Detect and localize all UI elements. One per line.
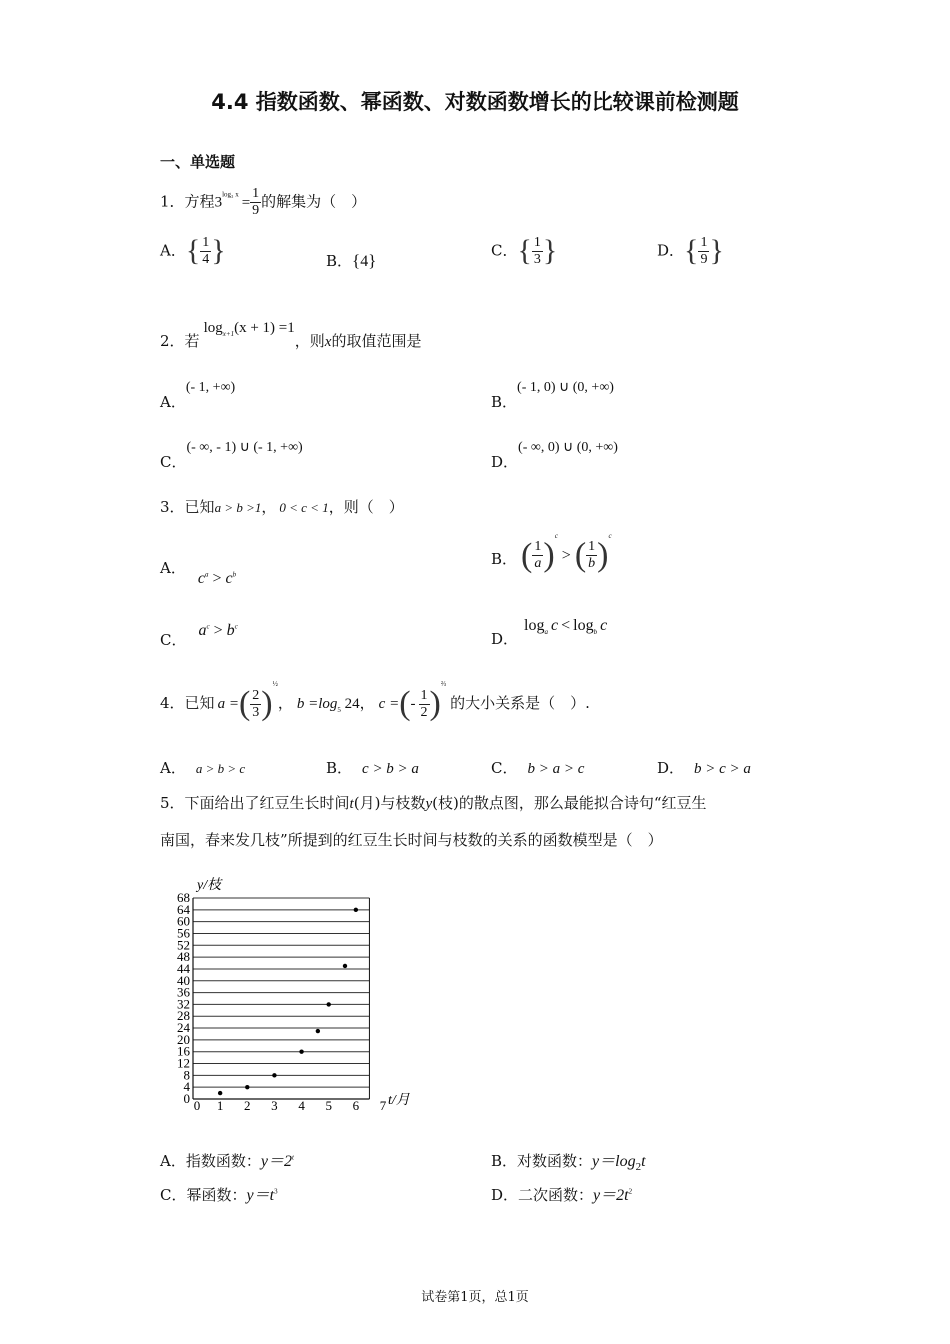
data-point xyxy=(272,1073,276,1077)
y-tick-label: 44 xyxy=(177,960,190,976)
y-tick-label: 12 xyxy=(177,1055,190,1071)
q1-equals: = xyxy=(241,194,251,211)
y-tick-label: 4 xyxy=(183,1079,190,1095)
q5-option-b: B．对数函数：$y=\log_2t$ xyxy=(491,1152,646,1174)
data-point xyxy=(327,1002,331,1006)
q2-number: 2． xyxy=(160,332,185,350)
x-tick-label: 1 xyxy=(216,1098,224,1113)
q1-option-a: A．{ $\frac{1}{4}$ } xyxy=(160,234,226,267)
q3-condition-1: a > b >1 xyxy=(214,500,262,515)
q3-option-b: B． ( $\frac{1}{a}$ )$^c$> ( $\frac{1}{b}$ )$^c$ xyxy=(491,532,612,574)
q2-option-d: D．(- ∞, 0) ∪ (0, +∞) xyxy=(491,440,618,471)
q5-option-d: D．二次函数：$y=2t^2$ xyxy=(491,1186,633,1204)
y-tick-label: 16 xyxy=(177,1043,190,1059)
y-tick-label: 68 xyxy=(177,890,190,905)
q3-option-a: A．$c^a > c^b$ xyxy=(160,559,237,587)
question-5-line-2: 南国，春来发几枝”所提到的红豆生长时间与枝数的关系的函数模型是（ ） xyxy=(160,831,663,849)
section-heading: 一、单选题 xyxy=(160,153,236,171)
q2-option-b: B．(- 1, 0) ∪ (0, +∞) xyxy=(491,380,614,411)
q5-option-c: C．幂函数：$y=t^3$ xyxy=(160,1186,278,1204)
option-label: A． xyxy=(160,241,186,260)
x-tick-label: 5 xyxy=(325,1098,332,1113)
option-label: D． xyxy=(657,241,685,260)
chart-points xyxy=(218,908,358,1096)
q4-option-d: D． b > c > a xyxy=(657,759,751,777)
question-5-line-1: 5．下面给出了红豆生长时间t(月)与枝数y(枝)的散点图，那么最能拟合诗句“红豆生 xyxy=(160,794,707,812)
q1-number: 1． xyxy=(160,192,185,211)
question-4: 4．已知 a =( $\frac{2}{3}$ )$^{\frac{1}{2}}$， $b =\log_5$ 24， c =(- $\frac{1}{2}$ )$^{\frac{2}{3}}$的大小关系是（ ）. xyxy=(160,680,590,722)
x-tick-label: 2 xyxy=(244,1098,251,1113)
y-tick-label: 48 xyxy=(177,949,190,965)
y-tick-label: 40 xyxy=(177,972,190,988)
data-point xyxy=(343,964,347,968)
page-title: 4.4 指数函数、幂函数、对数函数增长的比较课前检测题 xyxy=(211,90,739,114)
y-tick-label: 36 xyxy=(177,984,190,1000)
data-point xyxy=(354,908,358,912)
q2-text-b: ，则 xyxy=(294,332,325,350)
y-tick-label: 52 xyxy=(177,937,190,953)
q1-option-b: B．{4} xyxy=(326,251,377,270)
x-tick-label: 0 xyxy=(193,1098,201,1113)
y-tick-label: 24 xyxy=(177,1020,190,1036)
question-2 xyxy=(160,318,421,351)
y-tick-label: 28 xyxy=(177,1008,190,1024)
q2-text-a: 若 xyxy=(184,332,200,350)
q5-option-a: A．指数函数：$y=2^t$ xyxy=(160,1152,294,1170)
q1-fraction: $\frac{1}{9}$ xyxy=(252,186,260,218)
q3-option-c: C．$a^c > b^c$ xyxy=(160,622,238,649)
q1-base: 3 xyxy=(214,194,223,211)
data-point xyxy=(299,1050,303,1054)
x-tick-label: 7 xyxy=(379,1098,387,1113)
chart-grid xyxy=(193,898,369,1099)
q1-text-b: 的解集为（ ） xyxy=(261,192,367,211)
q1-option-c: C．{ $\frac{1}{3}$ } xyxy=(491,234,558,267)
data-point xyxy=(245,1085,249,1089)
q1-text-a: 方程 xyxy=(184,192,215,211)
y-tick-label: 0 xyxy=(183,1091,190,1106)
q2-var: x xyxy=(324,334,332,350)
x-tick-label: 4 xyxy=(298,1098,305,1113)
x-axis-label: t/月 xyxy=(388,1093,410,1108)
q3-option-d: D．$\log_a c < \log_b c$ xyxy=(491,617,608,648)
y-tick-label: 56 xyxy=(177,925,190,941)
q2-log: log xyxy=(203,320,223,336)
data-point xyxy=(316,1029,320,1033)
q1-option-d: D．{ $\frac{1}{9}$ } xyxy=(657,234,724,267)
y-tick-label: 32 xyxy=(177,996,190,1012)
y-axis-label: y/枝 xyxy=(197,878,222,893)
y-tick-labels xyxy=(177,890,191,1106)
q2-text-c: 的取值范围是 xyxy=(331,332,422,350)
x-tick-label: 3 xyxy=(271,1098,278,1113)
scatter-chart xyxy=(160,872,430,1122)
q2-option-a: A．(- 1, +∞) xyxy=(160,380,236,411)
q4-option-b: B． c > b > a xyxy=(326,759,419,777)
x-tick-labels xyxy=(194,1098,387,1113)
q2-option-c: C．(- ∞, - 1) ∪ (- 1, +∞) xyxy=(160,440,303,471)
q4-option-a: A． a > b > c xyxy=(160,759,246,777)
q1-exponent: log₃ x xyxy=(222,190,239,199)
q2-argument: (x + 1) =1 xyxy=(234,320,295,336)
page-footer: 试卷第1页，总1页 xyxy=(421,1290,529,1305)
y-tick-label: 8 xyxy=(183,1067,190,1083)
x-tick-label: 6 xyxy=(352,1098,360,1113)
q2-log-base: x+1 xyxy=(222,330,235,338)
y-tick-label: 20 xyxy=(177,1031,190,1047)
question-3: 3．已知a > b >1， 0 < c < 1，则（ ） xyxy=(160,498,404,516)
option-label: B． xyxy=(326,252,353,270)
q4-option-c: C． b > a > c xyxy=(491,759,585,777)
y-tick-label: 64 xyxy=(177,901,190,917)
question-1 xyxy=(160,186,366,219)
y-tick-label: 60 xyxy=(177,913,190,929)
data-point xyxy=(218,1091,222,1095)
q3-condition-2: 0 < c < 1 xyxy=(279,500,329,515)
option-label: C． xyxy=(491,241,518,260)
